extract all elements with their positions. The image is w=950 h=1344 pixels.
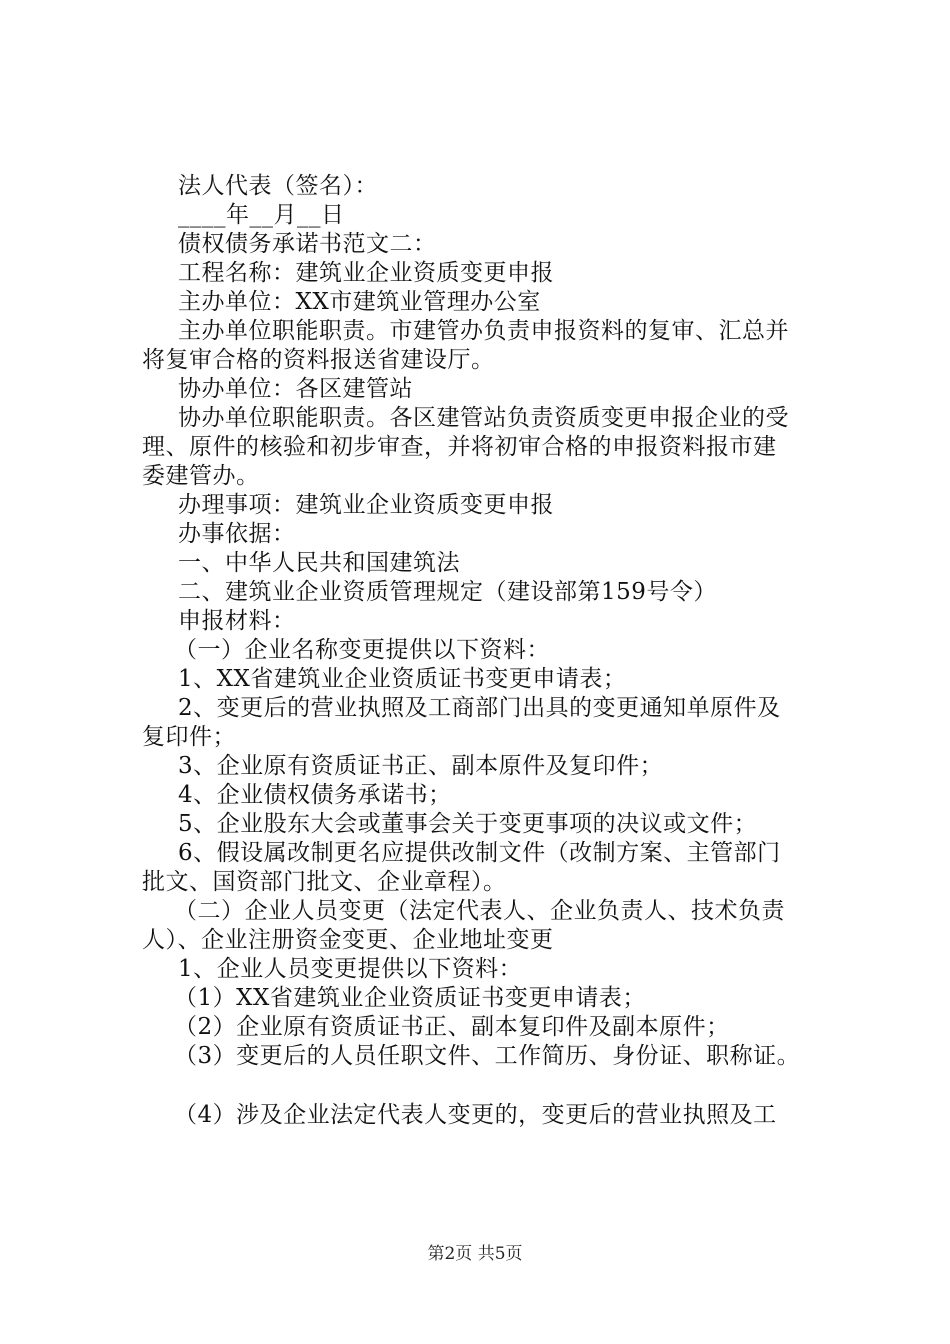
text-line: 复印件； xyxy=(142,724,236,750)
list-item: （2）企业原有资质证书正、副本复印件及副本原件； xyxy=(174,1014,730,1040)
text-line: 工程名称：建筑业企业资质变更申报 xyxy=(178,260,554,286)
list-item: （二）企业人员变更（法定代表人、企业负责人、技术负责 xyxy=(174,898,785,924)
section-heading: 债权债务承诺书范文二： xyxy=(178,231,437,257)
text-line: 主办单位职能职责。市建管办负责申报资料的复审、汇总并 xyxy=(178,318,789,344)
list-item: 6、假设属改制更名应提供改制文件（改制方案、主管部门 xyxy=(178,840,781,866)
text-line: 委建管办。 xyxy=(142,463,260,489)
text-line: 理、原件的核验和初步审查，并将初审合格的申报资料报市建 xyxy=(142,434,777,460)
text-line: 办事依据： xyxy=(178,521,296,547)
text-line: ____年__月__日 xyxy=(178,202,345,228)
list-item: （一）企业名称变更提供以下资料： xyxy=(174,637,550,663)
text-line: 将复审合格的资料报送省建设厅。 xyxy=(142,347,495,373)
text-line: 法人代表（签名）： xyxy=(178,173,378,199)
text-line: 主办单位：XX市建筑业管理办公室 xyxy=(178,289,541,315)
list-item: 2、变更后的营业执照及工商部门出具的变更通知单原件及 xyxy=(178,695,781,721)
page-number-footer: 第2页 共5页 xyxy=(427,1244,523,1264)
list-item: 二、建筑业企业资质管理规定（建设部第159号令） xyxy=(178,579,717,605)
list-item: 3、企业原有资质证书正、副本原件及复印件； xyxy=(178,753,664,779)
text-line: 协办单位职能职责。各区建管站负责资质变更申报企业的受 xyxy=(178,405,789,431)
list-item: （4）涉及企业法定代表人变更的，变更后的营业执照及工 xyxy=(174,1102,777,1128)
paragraph-gap xyxy=(142,1071,842,1101)
list-item: 一、中华人民共和国建筑法 xyxy=(178,550,460,576)
text-line: 批文、国资部门批文、企业章程）。 xyxy=(142,869,507,895)
list-item: （3）变更后的人员任职文件、工作简历、身份证、职称证。 xyxy=(174,1043,801,1069)
text-line: 办理事项：建筑业企业资质变更申报 xyxy=(178,492,554,518)
list-item: 4、企业债权债务承诺书； xyxy=(178,782,452,808)
list-item: （1）XX省建筑业企业资质证书变更申请表； xyxy=(174,985,646,1011)
document-body xyxy=(142,172,842,1130)
text-line: 协办单位：各区建管站 xyxy=(178,376,413,402)
list-item: 1、企业人员变更提供以下资料： xyxy=(178,956,523,982)
text-line: 人）、企业注册资金变更、企业地址变更 xyxy=(142,927,554,953)
list-item: 1、XX省建筑业企业资质证书变更申请表； xyxy=(178,666,627,692)
list-item: 5、企业股东大会或董事会关于变更事项的决议或文件； xyxy=(178,811,758,837)
text-line: 申报材料： xyxy=(178,608,296,634)
